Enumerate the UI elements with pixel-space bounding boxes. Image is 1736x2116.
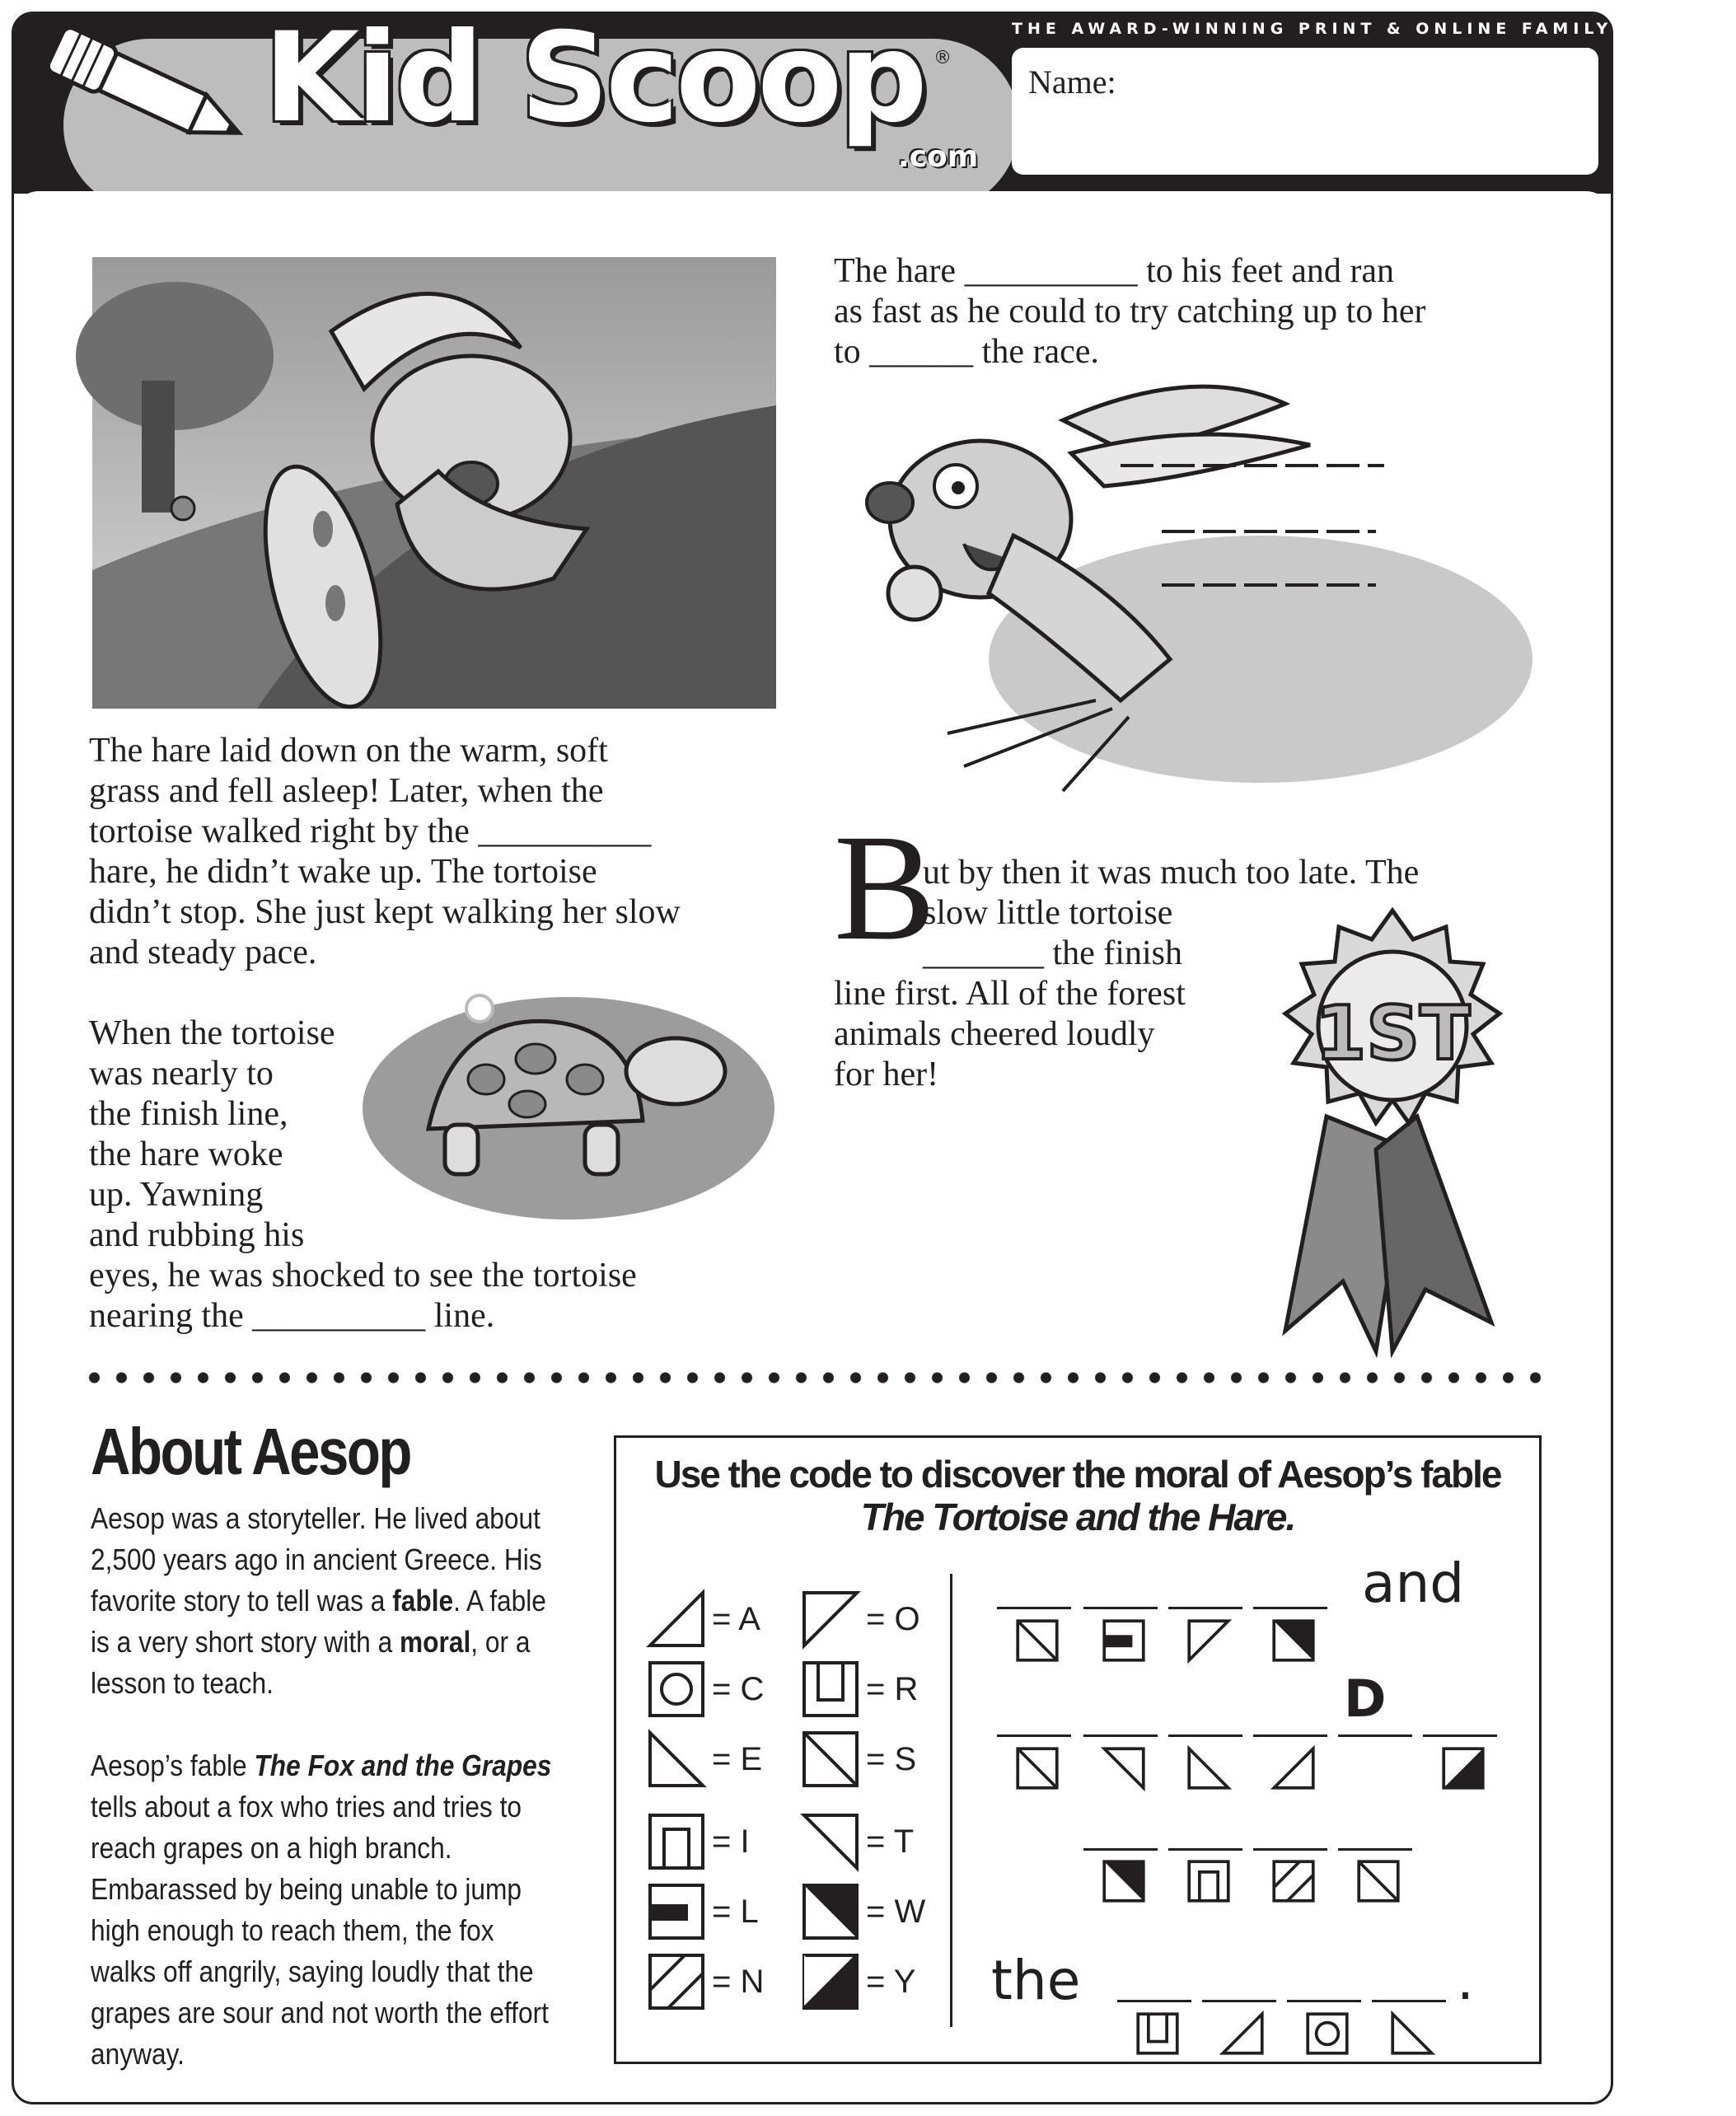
key-row [802, 1660, 918, 1718]
answer-blank[interactable] [1287, 2000, 1361, 2002]
text-span: . A fable is a very short story with a [91, 1584, 546, 1659]
tagline: THE AWARD-WINNING PRINT & ONLINE FAMILY FEATURE [1012, 20, 1736, 38]
symbol-triangle-a-icon [648, 1590, 705, 1648]
code-symbol-l-icon [1102, 1619, 1145, 1662]
key-separator [950, 1574, 952, 2027]
code-puzzle-box [614, 1435, 1542, 2064]
puzzle-title [616, 1453, 1539, 1538]
symbol-triangle-t-icon [802, 1813, 859, 1870]
logo-suffix: .com [898, 140, 979, 174]
sentence-period: . [1457, 1949, 1474, 2012]
answer-blank[interactable] [1372, 2000, 1446, 2002]
story-line: ut by then it was much too late. The [923, 854, 1420, 892]
name-field[interactable] [1012, 48, 1598, 175]
story-line: eyes, he was shocked to see the tortoise [89, 1257, 637, 1294]
symbol-half-w-icon [802, 1883, 859, 1940]
story-line: The hare __________ to his feet and ran [834, 252, 1394, 290]
about-para-1 [91, 1498, 562, 1704]
puzzle-title-fable: The Tortoise and the Hare. [860, 1496, 1295, 1538]
key-label: = E [712, 1740, 763, 1777]
code-symbol-e-icon [1391, 2012, 1434, 2055]
key-label: = O [866, 1600, 920, 1637]
key-row [648, 1660, 764, 1718]
code-symbol-s-icon [1016, 1747, 1059, 1790]
key-label: = L [712, 1893, 759, 1930]
story-line: and steady pace. [89, 934, 317, 971]
puzzle-title-line: Use the code to discover the moral of Aesop’s fable [654, 1453, 1501, 1496]
word-the: the [991, 1949, 1081, 2012]
key-row [648, 1953, 764, 2011]
logo-text: Kid Scoop [264, 7, 924, 150]
word-and: and [1362, 1552, 1465, 1615]
code-symbol-s-icon [1016, 1619, 1059, 1662]
key-label: = W [866, 1893, 926, 1930]
story-line: as fast as he could to try catching up to her [834, 293, 1426, 330]
story-asleep [89, 731, 681, 973]
text-span: Aesop was a storyteller. He lived about 2,500 years ago in ancient Greece. His favorite story to tell was a [91, 1501, 542, 1617]
about-aesop-text [91, 1498, 562, 2116]
story-line: for her! [834, 1056, 939, 1093]
answer-blank[interactable] [1083, 1848, 1158, 1851]
key-label: = I [712, 1823, 750, 1860]
answer-blank[interactable] [1338, 1734, 1412, 1737]
code-symbol-t-icon [1102, 1747, 1145, 1790]
given-letter-d: D [1344, 1669, 1387, 1729]
story-line: the hare woke [89, 1135, 283, 1173]
symbol-triangle-o-icon [802, 1590, 859, 1648]
symbol-circle-c-icon [648, 1660, 705, 1718]
answer-blank[interactable] [1338, 1848, 1412, 1851]
story-hare-runs [834, 251, 1425, 372]
key-row [802, 1813, 914, 1870]
about-aesop-title: About Aesop [91, 1415, 410, 1488]
story-line: to ______ the race. [834, 333, 1099, 371]
symbol-diagonal-s-icon [802, 1730, 859, 1788]
story-line: When the tortoise [89, 1014, 335, 1052]
answer-blank[interactable] [1083, 1734, 1158, 1737]
answer-blank[interactable] [1253, 1848, 1327, 1851]
key-label: = R [866, 1670, 919, 1707]
text-span: Aesop’s fable [91, 1749, 255, 1782]
answer-blank[interactable] [1117, 2000, 1191, 2002]
code-symbol-y-icon [1442, 1747, 1485, 1790]
key-label: = Y [866, 1963, 916, 2000]
code-symbol-o-icon [1187, 1619, 1230, 1662]
code-symbol-s-icon [1357, 1860, 1400, 1903]
story-line: was nearly to [89, 1055, 274, 1093]
answer-blank[interactable] [1168, 1848, 1242, 1851]
answer-blank[interactable] [1423, 1734, 1497, 1737]
text-span: , or a lesson to teach. [91, 1625, 531, 1700]
code-symbol-r-icon [1136, 2012, 1179, 2055]
answer-blank[interactable] [1083, 1607, 1158, 1609]
name-label: Name: [1028, 63, 1116, 101]
story-line: animals cheered loudly [834, 1015, 1155, 1053]
story-line: up. Yawning [89, 1176, 264, 1214]
answer-blank[interactable] [997, 1734, 1071, 1737]
story-line: didn’t stop. She just kept walking her slow [89, 893, 681, 931]
ribbon-label: 1ST [1314, 990, 1471, 1077]
sleeping-hare-illustration [92, 257, 776, 709]
story-line: slow little tortoise [923, 894, 1173, 932]
symbol-bar-l-icon [648, 1883, 705, 1940]
answer-blank[interactable] [1168, 1607, 1242, 1609]
answer-blank[interactable] [1168, 1734, 1242, 1737]
key-row [802, 1730, 916, 1788]
symbol-u-r-icon [802, 1660, 859, 1718]
drop-cap: B [834, 803, 936, 972]
registered-mark: ® [934, 48, 952, 68]
code-symbol-w-icon [1102, 1860, 1145, 1903]
answer-blank[interactable] [1253, 1607, 1327, 1609]
bold-term-moral: moral [400, 1625, 471, 1659]
story-line: _______ the finish [923, 934, 1182, 972]
answer-blank[interactable] [997, 1607, 1071, 1609]
key-label: = A [712, 1600, 760, 1637]
answer-blank[interactable] [1202, 2000, 1276, 2002]
code-symbol-e-icon [1187, 1747, 1230, 1790]
story-line: nearing the __________ line. [89, 1297, 495, 1335]
story-line: and rubbing his [89, 1216, 305, 1254]
running-hare-illustration [849, 387, 1557, 799]
symbol-half-y-icon [802, 1953, 859, 2011]
symbol-triangle-e-icon [648, 1730, 705, 1788]
story-line: The hare laid down on the warm, soft [89, 732, 608, 770]
story-line: grass and fell asleep! Later, when the [89, 772, 604, 810]
about-para-2 [91, 1745, 562, 2075]
code-symbol-n-icon [1272, 1860, 1315, 1903]
symbol-diagonal-n-icon [648, 1953, 705, 2011]
code-symbol-i-icon [1187, 1860, 1230, 1903]
key-row [802, 1953, 915, 2011]
key-row [648, 1813, 750, 1870]
text-span: tells about a fox who tries and tries to reach grapes on a high branch. Embarassed by being unable to jump high enough to reach them, the fox walks off angrily, saying loudly that the grapes are sour and not worth the effort anyway. [91, 1790, 549, 2071]
story-line: tortoise walked right by the __________ [89, 812, 652, 850]
symbol-arch-i-icon [648, 1813, 705, 1870]
key-row [802, 1590, 920, 1648]
key-label: = T [866, 1823, 915, 1860]
story-line: line first. All of the forest [834, 975, 1186, 1013]
key-row [648, 1590, 760, 1648]
key-label: = S [866, 1740, 917, 1777]
key-label: = N [712, 1963, 765, 2000]
bold-term-fable: fable [392, 1584, 454, 1617]
story-line: hare, he didn’t wake up. The tortoise [89, 853, 597, 891]
key-row [648, 1730, 762, 1788]
key-label: = C [712, 1670, 765, 1707]
dotted-divider [81, 1371, 1547, 1384]
fable-title: The Fox and the Grapes [254, 1749, 552, 1782]
pencil-icon [28, 33, 267, 157]
code-symbol-c-icon [1306, 2012, 1349, 2055]
answer-blank[interactable] [1253, 1734, 1327, 1737]
code-symbol-a-icon [1272, 1747, 1315, 1790]
key-row [648, 1883, 759, 1940]
story-line: the finish line, [89, 1095, 288, 1133]
code-symbol-w-icon [1272, 1619, 1315, 1662]
key-row [802, 1883, 925, 1940]
code-symbol-a-icon [1221, 2012, 1264, 2055]
story-wake [89, 1014, 637, 1337]
story-end [834, 853, 1419, 1095]
